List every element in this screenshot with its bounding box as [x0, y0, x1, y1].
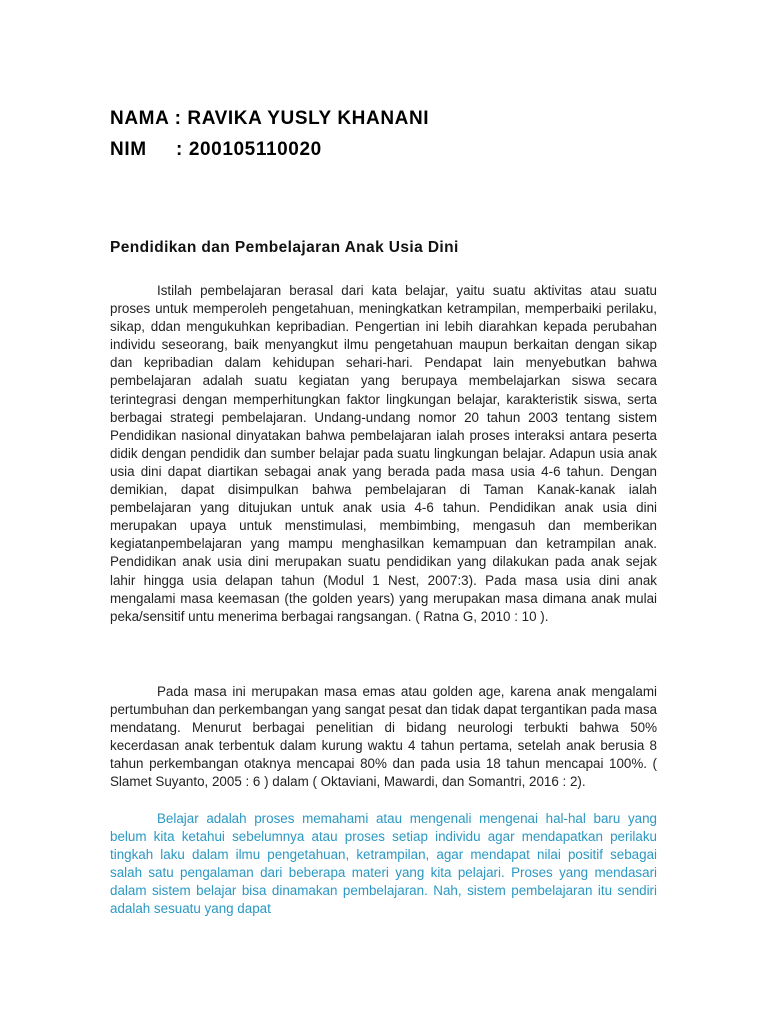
document-title: Pendidikan dan Pembelajaran Anak Usia Dini [110, 239, 459, 256]
student-nim: NIM : 200105110020 [110, 139, 322, 160]
student-name: NAMA : RAVIKA YUSLY KHANANI [110, 108, 430, 129]
paragraph-3-highlighted: Belajar adalah proses memahami atau mengenali mengenai hal-hal baru yang belum kita ketahui sebelumnya atau proses setiap individu agar mendapatkan perilaku tingkah laku dalam ilmu pengetahuan, ketrampilan, agar mendapat nilai positif sebagai salah satu pengalaman dari beberapa materi yang kita pelajari. Proses yang mendasari dalam sistem belajar bisa dinamakan pembelajaran. Nah, sistem pembelajaran itu sendiri adalah sesuatu yang dapat [110, 811, 657, 917]
paragraph-2: Pada masa ini merupakan masa emas atau golden age, karena anak mengalami pertumbuhan dan perkembangan yang sangat pesat dan tidak dapat tergantikan pada masa mendatang. Menurut berbagai penelitian di bidang neurologi terbukti bahwa 50% kecerdasan anak terbentuk dalam kurung waktu 4 tahun pertama, setelah anak berusia 8 tahun perkembangan otaknya mencapai 80% dan pada usia 18 tahun mencapai 100%. ( Slamet Suyanto, 2005 : 6 ) dalam ( Oktaviani, Mawardi, dan Somantri, 2016 : 2). [110, 684, 657, 790]
paragraph-1: Istilah pembelajaran berasal dari kata belajar, yaitu suatu aktivitas atau suatu proses untuk memperoleh pengetahuan, meningkatkan ketrampilan, memperbaiki perilaku, sikap, ddan mengukuhkan kepribadian. Pengertian ini lebih diarahkan kepada perubahan individu seseorang, baik menyangkut ilmu pengetahuan maupun berkaitan dengan sikap dan kepribadian dalam kehidupan sehari-hari. Pendapat lain menyebutkan bahwa pembelajaran adalah suatu kegiatan yang berupaya membelajarkan siswa secara terintegrasi dengan memperhitungkan faktor lingkungan belajar, karakteristik siswa, serta berbagai strategi pembelajaran. Undang-undang nomor 20 tahun 2003 tentang sistem Pendidikan nasional dinyatakan bahwa pembelajaran ialah proses interaksi antara peserta didik dengan pendidik dan sumber belajar pada suatu lingkungan belajar. Adapun usia anak usia dini dapat diartikan sebagai anak yang berada pada masa usia 4-6 tahun. Dengan demikian, dapat disimpulkan bahwa pembelajaran di Taman Kanak-kanak ialah pembelajaran yang ditujukan untuk anak usia 4-6 tahun. Pendidikan anak usia dini merupakan upaya untuk menstimulasi, membimbing, mengasuh dan memberikan kegiatanpembelajaran yang mampu menghasilkan kemampuan dan ketrampilan anak. Pendidikan anak usia dini merupakan suatu pendidikan yang dilakukan pada anak sejak lahir hingga usia delapan tahun (Modul 1 Nest, 2007:3). Pada masa usia dini anak mengalami masa keemasan (the golden years) yang merupakan masa dimana anak mulai peka/sensitif untu menerima berbagai rangsangan. ( Ratna G, 2010 : 10 ). [110, 283, 657, 624]
